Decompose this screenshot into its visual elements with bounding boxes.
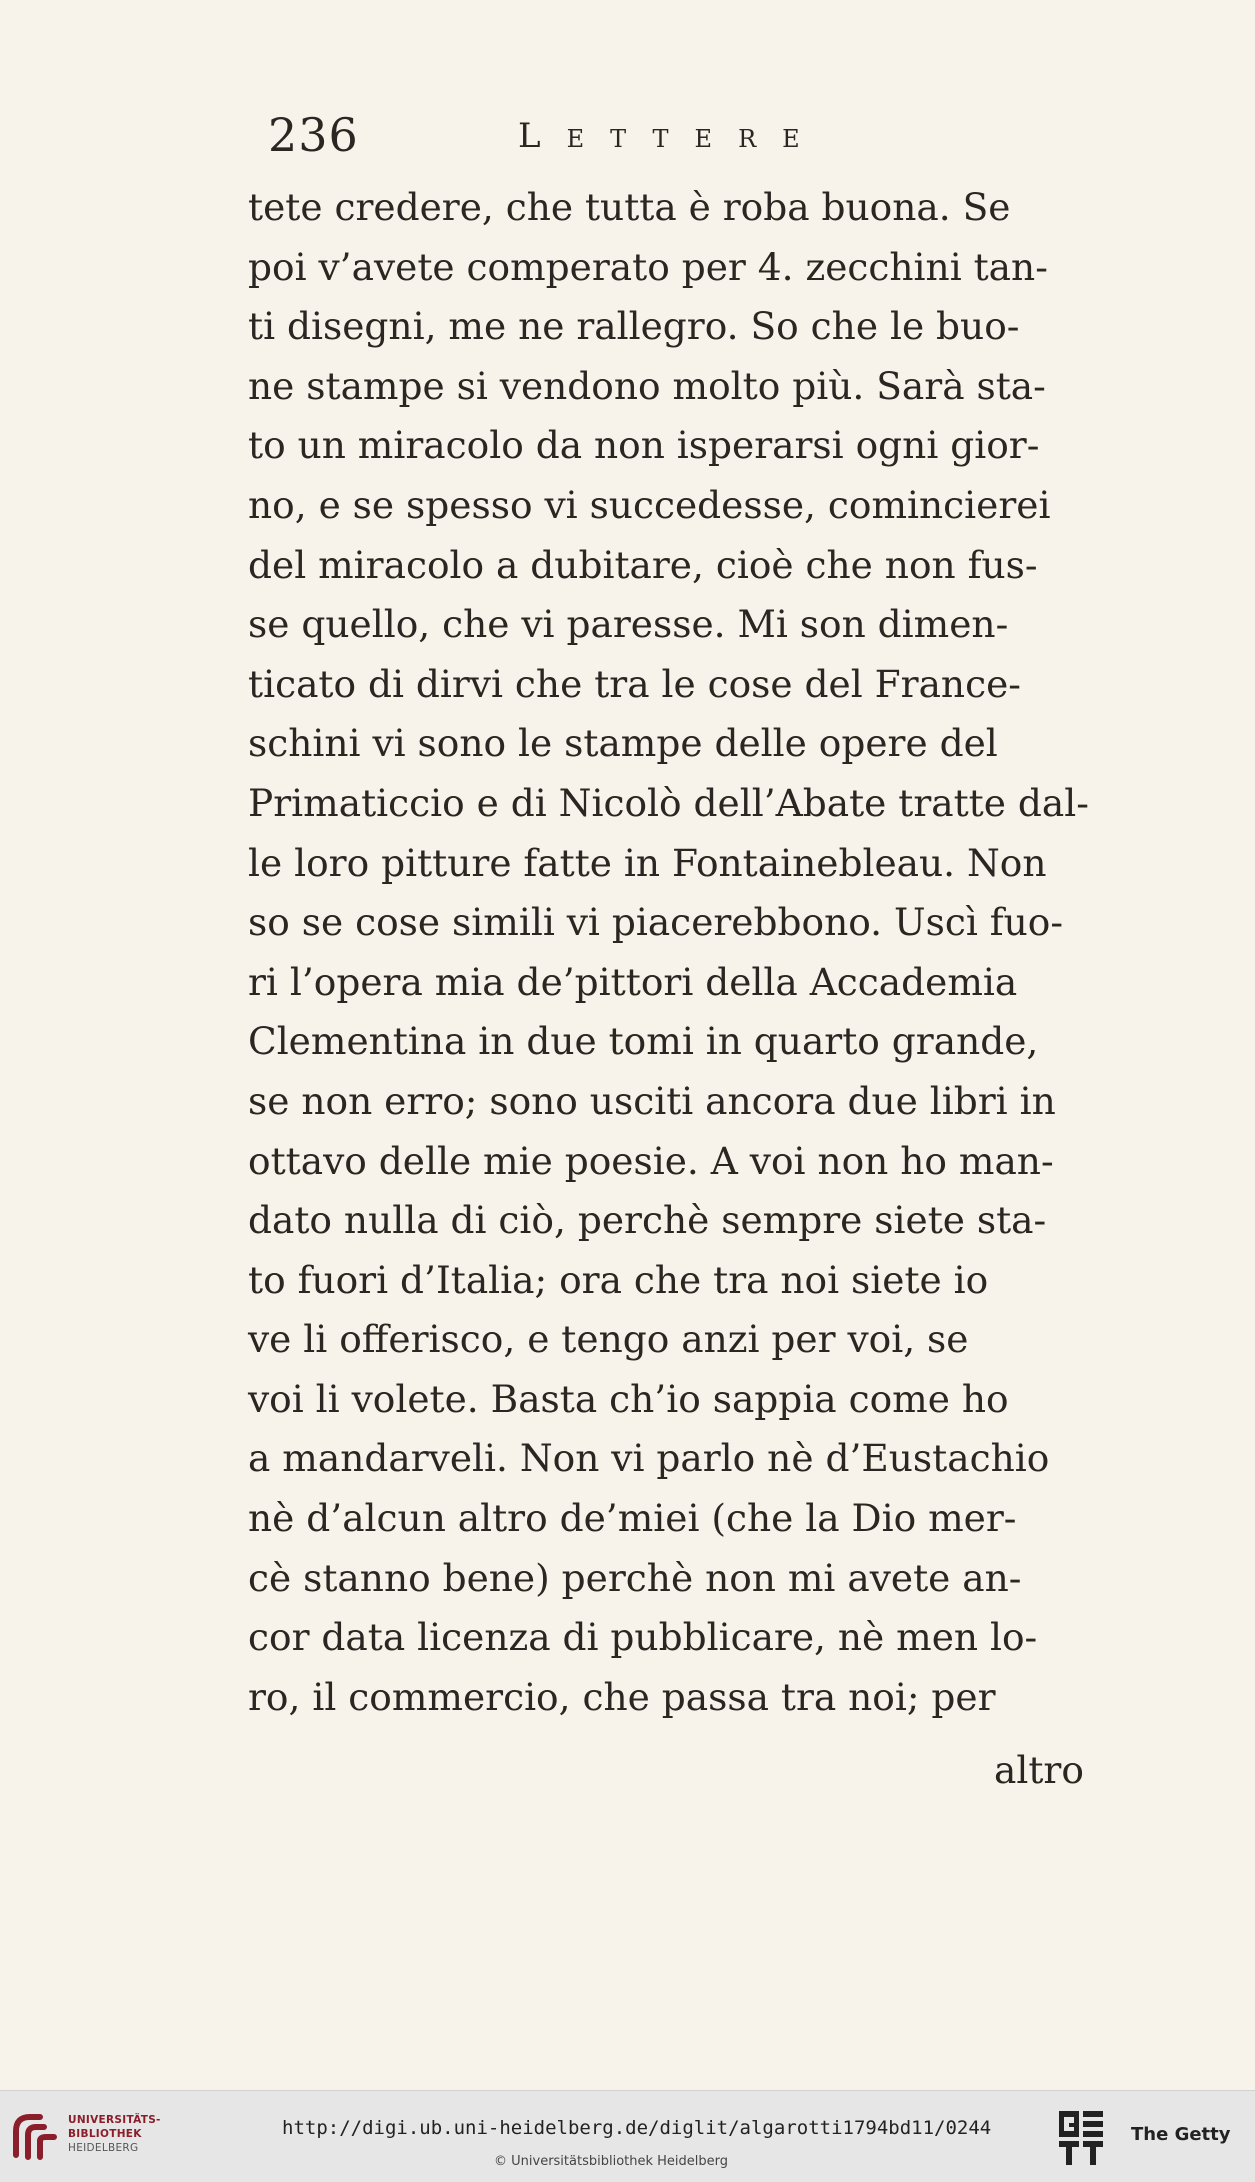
text-line: voi li volete. Basta ch’io sappia come ho bbox=[248, 1376, 1009, 1421]
permalink-url[interactable]: http://digi.ub.uni-heidelberg.de/diglit/algarotti1794bd11/0244 bbox=[282, 2117, 992, 2139]
partner-name: The Getty bbox=[1131, 2124, 1231, 2145]
text-line: Clementina in due tomi in quarto grande, bbox=[248, 1019, 1039, 1064]
text-line: se non erro; sono usciti ancora due libri in bbox=[248, 1078, 1056, 1123]
text-line: schini vi sono le stampe delle opere del bbox=[248, 721, 998, 766]
library-name-line: HEIDELBERG bbox=[68, 2142, 139, 2154]
text-line: nè d’alcun altro de’miei (che la Dio mer- bbox=[248, 1496, 1017, 1541]
text-line: del miracolo a dubitare, cioè che non fus- bbox=[248, 542, 1038, 587]
text-line: to un miracolo da non isperarsi ogni gior- bbox=[248, 423, 1040, 468]
body-text bbox=[248, 178, 1148, 1727]
text-line: so se cose simili vi piacerebbono. Uscì fuo- bbox=[248, 900, 1064, 945]
getty-logo-icon bbox=[1055, 2107, 1109, 2169]
library-name-line: UNIVERSITÄTS- bbox=[68, 2114, 161, 2126]
text-line: le loro pitture fatte in Fontainebleau. Non bbox=[248, 840, 1047, 885]
text-line: ne stampe si vendono molto più. Sarà sta- bbox=[248, 363, 1046, 408]
text-line: ottavo delle mie poesie. A voi non ho man- bbox=[248, 1138, 1054, 1183]
text-line: ticato di dirvi che tra le cose del France- bbox=[248, 661, 1021, 706]
running-head bbox=[268, 108, 928, 168]
text-line: se quello, che vi paresse. Mi son dimen- bbox=[248, 602, 1009, 647]
text-line: no, e se spesso vi succedesse, comincierei bbox=[248, 482, 1051, 527]
text-line: ro, il commercio, che passa tra noi; per bbox=[248, 1674, 996, 1719]
university-library-name bbox=[68, 2113, 161, 2155]
text-line: dato nulla di ciò, perchè sempre siete sta- bbox=[248, 1198, 1047, 1243]
text-line: poi v’avete comperato per 4. zecchini tan- bbox=[248, 244, 1048, 289]
text-line: Primaticcio e di Nicolò dell’Abate tratte dal- bbox=[248, 780, 1089, 825]
text-line: ri l’opera mia de’pittori della Accademia bbox=[248, 959, 1018, 1004]
university-library-logo-icon bbox=[10, 2111, 60, 2163]
page-number: 236 bbox=[268, 108, 359, 162]
viewer-footer bbox=[0, 2090, 1255, 2182]
copyright-notice: © Universitätsbibliothek Heidelberg bbox=[494, 2154, 729, 2169]
text-line: to fuori d’Italia; ora che tra noi siete io bbox=[248, 1257, 989, 1302]
catchword: altro bbox=[994, 1748, 1084, 1792]
text-line: a mandarveli. Non vi parlo nè d’Eustachio bbox=[248, 1436, 1050, 1481]
library-name-line: BIBLIOTHEK bbox=[68, 2128, 142, 2140]
text-line: ti disegni, me ne rallegro. So che le buo- bbox=[248, 304, 1020, 349]
running-title: Lettere bbox=[518, 116, 826, 156]
text-line: tete credere, che tutta è roba buona. Se bbox=[248, 185, 1011, 229]
text-line: cè stanno bene) perchè non mi avete an- bbox=[248, 1555, 1022, 1600]
text-line: ve li offerisco, e tengo anzi per voi, se bbox=[248, 1317, 969, 1362]
text-line: cor data licenza di pubblicare, nè men lo- bbox=[248, 1615, 1038, 1660]
